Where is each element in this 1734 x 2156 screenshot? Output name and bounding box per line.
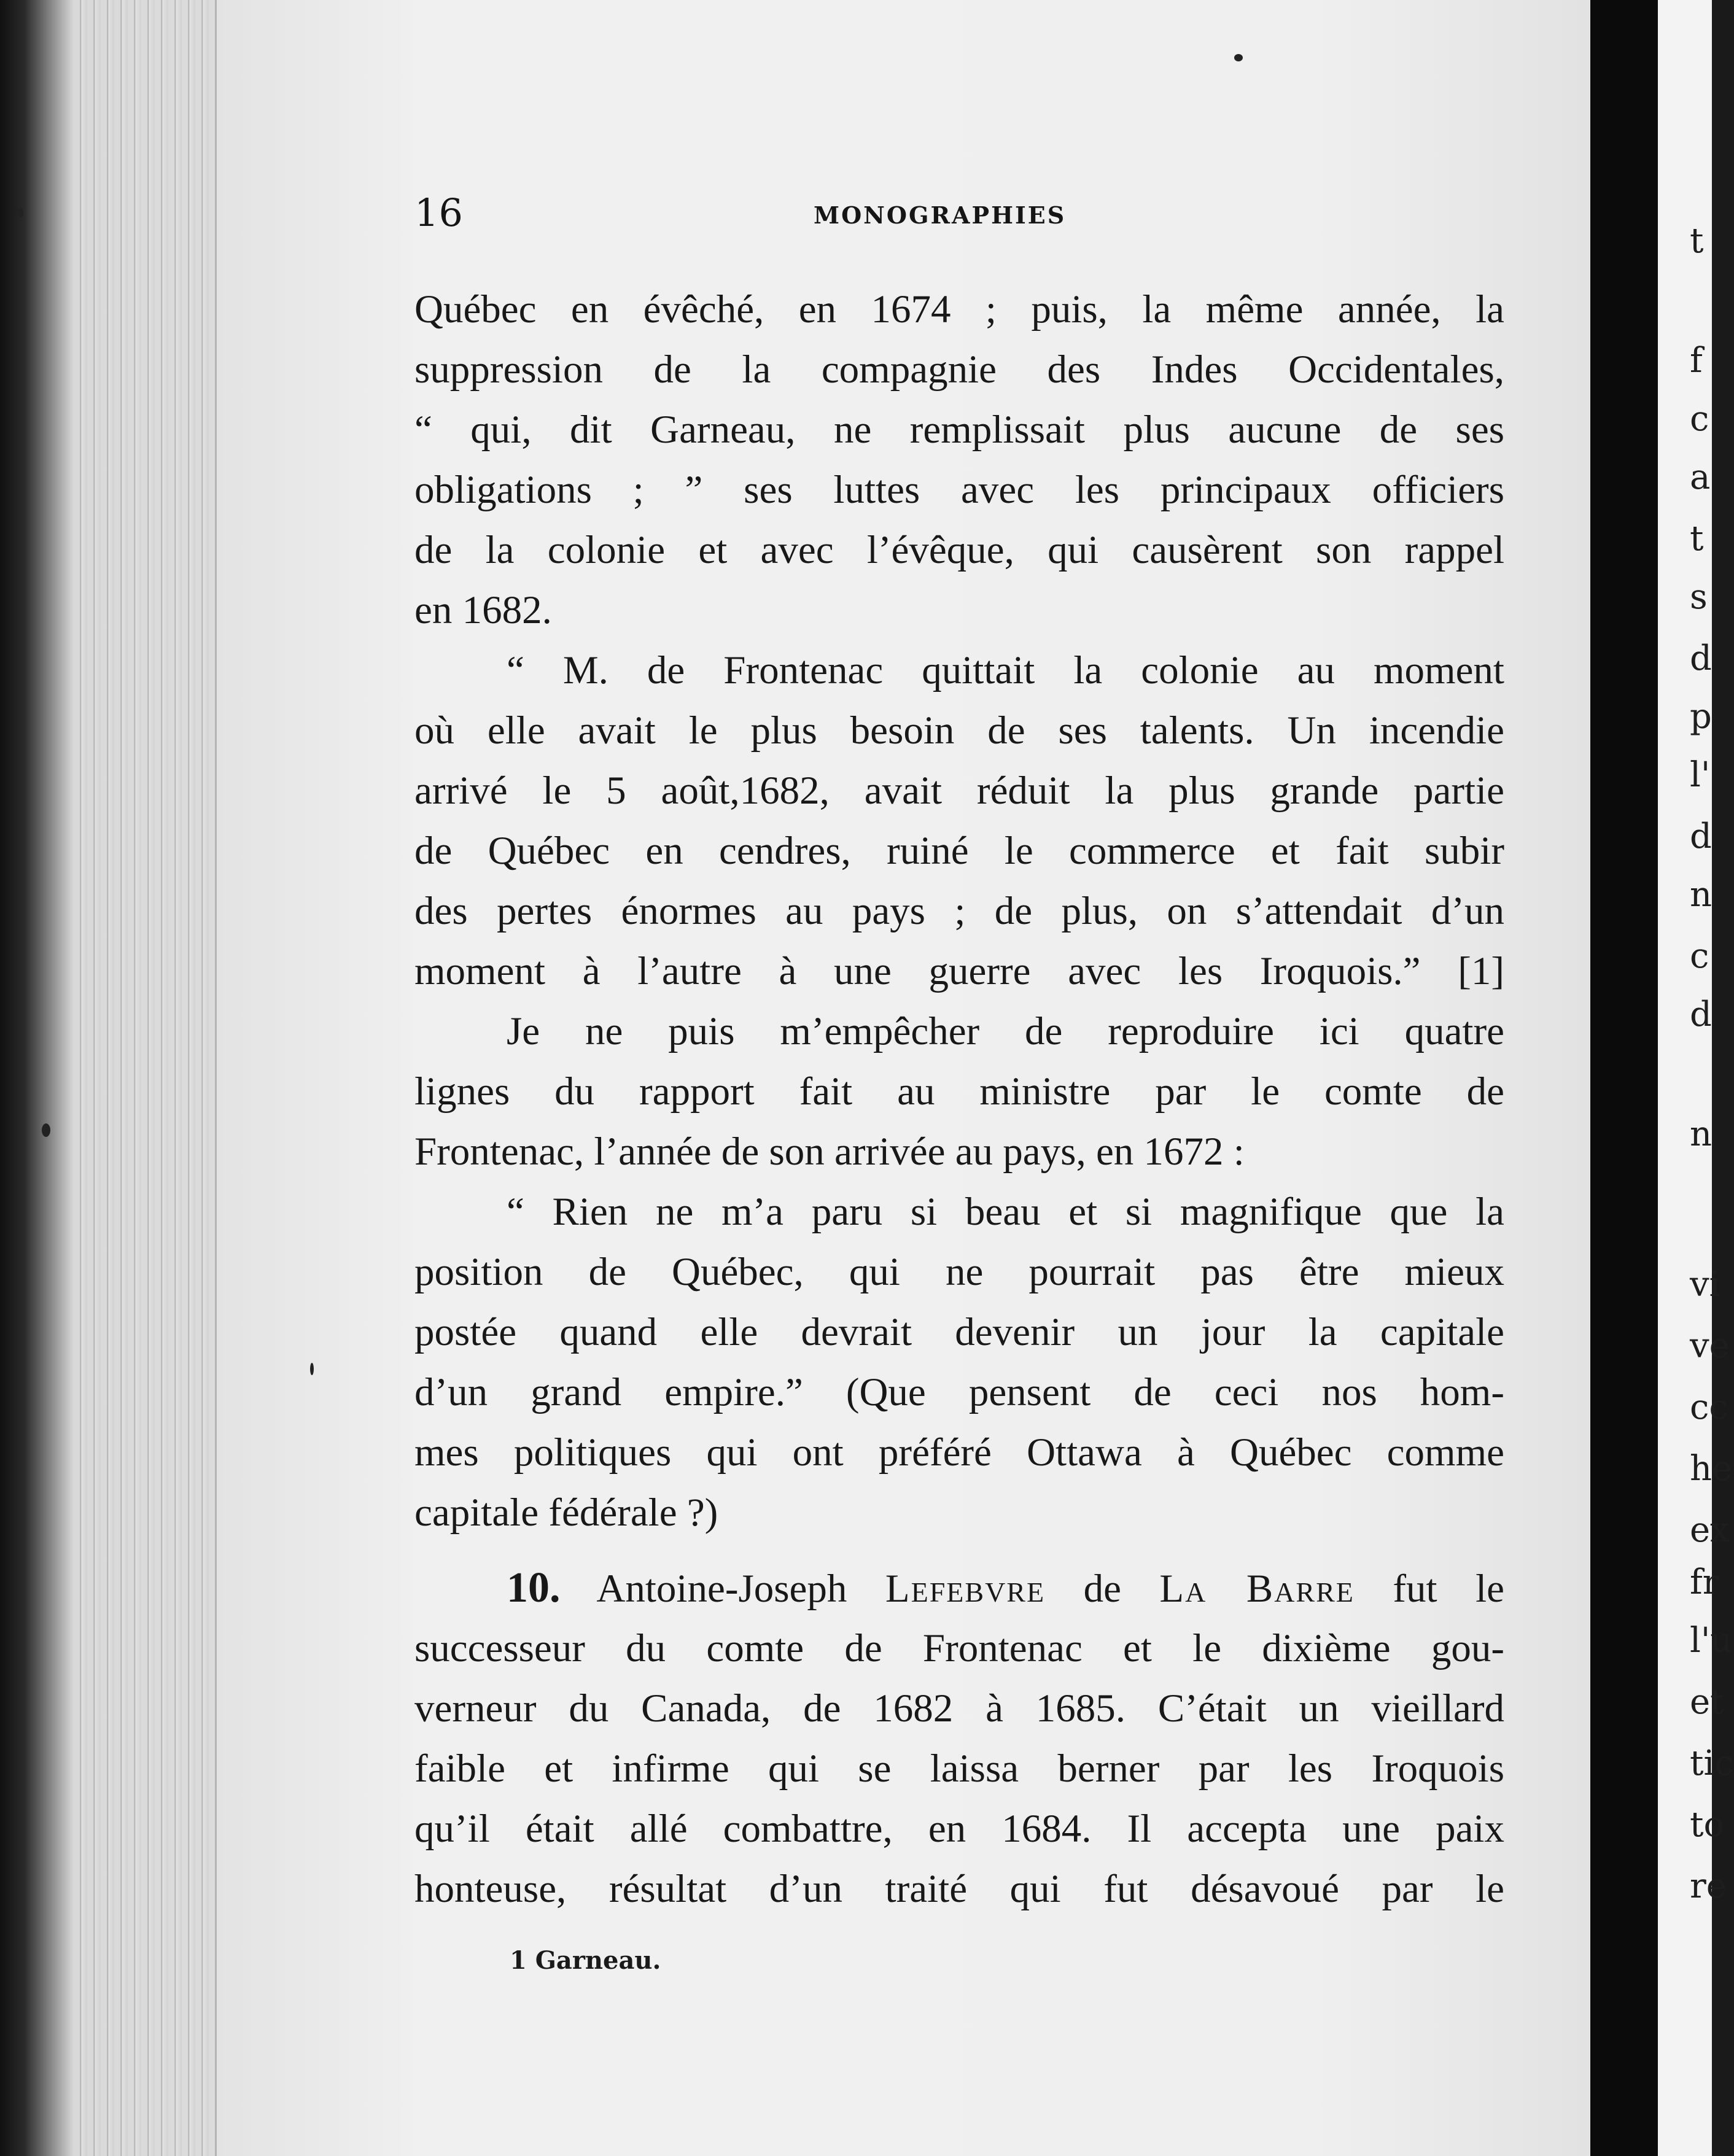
item-number: 10.: [507, 1564, 561, 1611]
footnote: 1 Garneau.: [510, 1946, 661, 1975]
facing-fragment: a: [1690, 457, 1711, 497]
facing-fragment: t: [1690, 221, 1704, 261]
facing-fragment: l': [1690, 755, 1711, 795]
facing-fragment: c: [1690, 399, 1709, 439]
book-binding-gutter: [1590, 0, 1658, 2156]
facing-fragment: re: [1690, 1866, 1727, 1906]
text-line: où elle avait le plus besoin de ses talents. Un incendie: [414, 708, 1504, 753]
paragraph-4: [414, 1182, 1504, 1543]
text-line: “ Rien ne m’a paru si beau et si magnifique que la: [507, 1190, 1504, 1234]
paragraph-2: [414, 640, 1504, 1001]
facing-fragment: ex: [1690, 1510, 1730, 1550]
text-line: verneur du Canada, de 1682 à 1685. C’était un vieillard: [414, 1686, 1504, 1731]
text-line: faible et infirme qui se laissa berner par les Iroquois: [414, 1747, 1504, 1791]
text-line: arrivé le 5 août,1682, avait réduit la plus grande partie: [414, 769, 1504, 813]
facing-fragment: d: [1690, 638, 1712, 678]
text-line: “ qui, dit Garneau, ne remplissait plus aucune de ses: [414, 408, 1504, 452]
text-line: de Québec en cendres, ruiné le commerce et fait subir: [414, 829, 1504, 873]
paragraph-1: [414, 279, 1504, 640]
page-edges: [74, 0, 221, 2156]
text-line: position de Québec, qui ne pourrait pas être mieux: [414, 1250, 1504, 1294]
text-line: “ M. de Frontenac quittait la colonie au moment: [507, 648, 1504, 692]
paragraph-10: [414, 1558, 1504, 1919]
text-line: Je ne puis m’empêcher de reproduire ici quatre: [507, 1009, 1504, 1053]
small-caps-name: La Barre: [1159, 1567, 1355, 1611]
text-line: successeur du comte de Frontenac et le dixième gou-: [414, 1626, 1504, 1670]
scan-speck: [310, 1363, 314, 1375]
text-line: des pertes énormes au pays ; de plus, on s’attendait d’un: [414, 889, 1504, 933]
facing-fragment: cc: [1690, 1387, 1728, 1427]
text-line: obligations ; ” ses luttes avec les principaux officiers: [414, 468, 1504, 512]
facing-fragment: ve: [1690, 1326, 1730, 1366]
facing-fragment: tic: [1690, 1743, 1734, 1783]
small-caps-name: Lefebvre: [885, 1567, 1046, 1611]
text-line: Québec en évêché, en 1674 ; puis, la même année, la: [414, 287, 1504, 332]
text-fragment: Antoine-Joseph: [560, 1567, 885, 1611]
text-line: Frontenac, l’année de son arrivée au pays, en 1672 :: [414, 1130, 1245, 1174]
text-line: moment à l’autre à une guerre avec les Iroquois.” [1]: [414, 949, 1504, 993]
text-line: d’un grand empire.” (Que pensent de ceci nos hom-: [414, 1370, 1504, 1414]
facing-fragment: to: [1690, 1805, 1725, 1845]
scan-speck: [17, 209, 23, 217]
facing-fragment: et: [1690, 1682, 1724, 1722]
scan-speck: [42, 1123, 50, 1137]
running-head: MONOGRAPHIES: [814, 201, 1067, 229]
facing-fragment: fr: [1690, 1562, 1719, 1602]
text-line: suppression de la compagnie des Indes Occidentales,: [414, 347, 1504, 392]
paragraph-3: [414, 1001, 1504, 1182]
facing-fragment: p: [1690, 697, 1712, 737]
page-header: [414, 190, 1084, 239]
facing-fragment: he: [1690, 1449, 1733, 1489]
facing-fragment: s: [1690, 577, 1708, 617]
page-number: 16: [414, 190, 463, 235]
facing-fragment: d: [1690, 816, 1712, 856]
text-line: de la colonie et avec l’évêque, qui causèrent son rappel: [414, 528, 1504, 572]
facing-fragment: c: [1690, 936, 1709, 976]
facing-fragment: t: [1690, 519, 1704, 559]
text-line: capitale fédérale ?): [414, 1491, 718, 1535]
facing-fragment: vi: [1690, 1265, 1720, 1305]
facing-fragment: l'u: [1690, 1621, 1733, 1661]
text-line: qu’il était allé combattre, en 1684. Il accepta une paix: [414, 1807, 1504, 1851]
text-fragment: fut le: [1354, 1567, 1504, 1611]
text-line: honteuse, résultat d’un traité qui fut désavoué par le: [414, 1867, 1504, 1911]
facing-fragment: f: [1690, 341, 1703, 381]
facing-fragment: d: [1690, 995, 1712, 1034]
facing-fragment: n: [1690, 875, 1713, 915]
text-line: mes politiques qui ont préféré Ottawa à Québec comme: [414, 1430, 1504, 1475]
text-line: [414, 1558, 1504, 1618]
text-line: postée quand elle devrait devenir un jour la capitale: [414, 1310, 1504, 1354]
text-fragment: de: [1045, 1567, 1160, 1611]
text-line: en 1682.: [414, 588, 552, 632]
scan-speck: [1234, 54, 1243, 61]
facing-fragment: n: [1690, 1114, 1713, 1154]
text-line: lignes du rapport fait au ministre par le comte de: [414, 1069, 1504, 1114]
